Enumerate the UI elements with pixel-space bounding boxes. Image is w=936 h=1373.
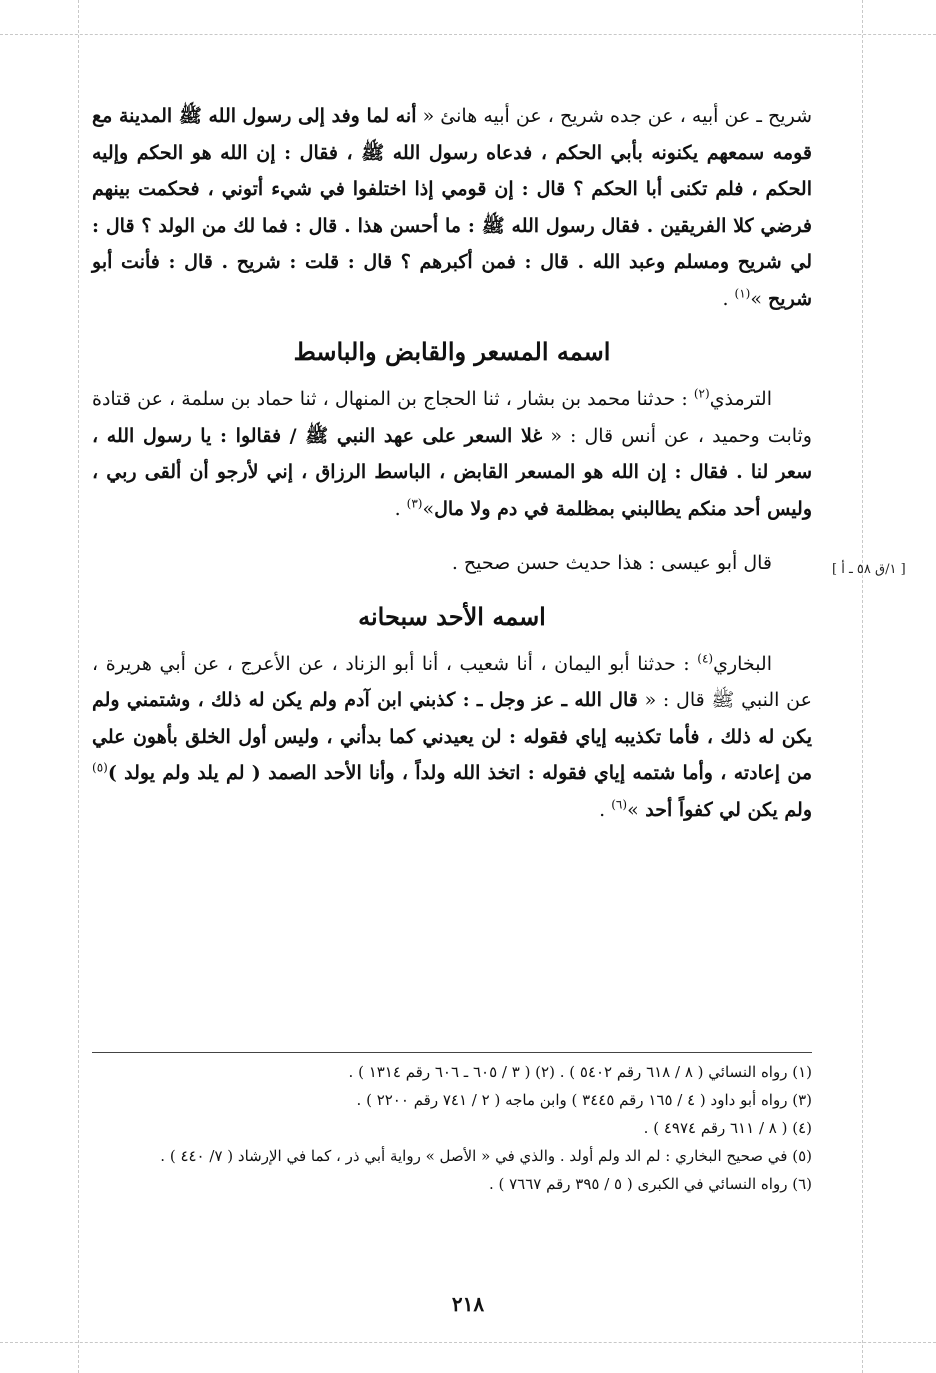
paragraph-end: . [722,287,735,310]
footnote-5: (٥) في صحيح البخاري : لم الد ولم أولد . والذي في « الأصل » رواية أبي ذر ، كما في الإرشاد ( ٧/ ٤٤٠ ) . [160,1147,812,1165]
quote-close: » [422,497,435,520]
isnad-text: : حدثنا محمد بن بشار ، ثنا الحجاج بن المنهال ، ثنا حماد بن سلمة ، عن قتادة وثابت وحميد ، عن أنس قال : « [92,388,812,447]
paragraph-end: . [394,497,407,520]
isnad-text: : حدثنا أبو اليمان ، أنا شعيب ، أنا أبو الزناد ، عن الأعرج ، عن أبي هريرة ، عن النبي ﷺ قال : « [92,652,812,711]
paragraph-end: . [599,798,612,821]
source-name: البخاري [713,652,772,675]
guide-line-bottom [0,1342,936,1343]
footnotes-section [92,1052,812,1198]
footnote-marker[interactable]: (١) [734,286,751,301]
footnote-3: (٣) رواه أبو داود ( ٤ / ١٦٥ رقم ٣٤٤٥ ) وابن ماجه ( ٢ / ٧٤١ رقم ٢٢٠٠ ) . [356,1091,812,1109]
footnote-4: (٤) ( ٨ / ٦١١ رقم ٤٩٧٤ ) . [643,1119,812,1137]
quote-close: » [627,798,639,821]
hadith-text: أنه لما وفد إلى رسول الله ﷺ المدينة مع قومه سمعهم يكنونه بأبي الحكم ، فدعاه رسول الله ﷺ ، فقال : إن الله هو الحكم وإليه الحكم ، فلم تكنى أبا الحكم ؟ قال : إن قومي إذا اختلفوا في شيء أتوني ، فحكمت بينهم فرضي كلا الفريقين . فقال رسول الله ﷺ : ما أحسن هذا . قال : فما لك من الولد ؟ قال : لي شريح ومسلم وعبد الله . قال : فمن أكبرهم ؟ قال : قلت : شريح . قال : فأنت أبو شريح [92,105,812,310]
section-heading-musaeir: اسمه المسعر والقابض والباسط [293,337,611,366]
footnote-marker[interactable]: (٢) [693,386,710,401]
footnote-marker[interactable]: (٤) [697,651,714,666]
footnote-marker[interactable]: (٣) [406,496,423,511]
hadith-text-continued: ولم يكن لي كفواً أحد [638,798,812,821]
page-number: ٢١٨ [451,1292,485,1316]
footnote-6: (٦) رواه النسائي في الكبرى ( ٥ / ٣٩٥ رقم ٧٦٦٧ ) . [488,1175,812,1193]
hadith-text: قال الله ـ عز وجل ـ : كذبني ابن آدم ولم يكن له ذلك ، وشتمني ولم يكن له ذلك ، فأما تكذيبه إياي فقوله : لن يعيدني كما بدأني ، وليس أول الخلق بأهون علي من إعادته ، وأما شتمه إياي فقوله : اتخذ الله ولداً ، وأنا الأحد الصمد ( لم يلد ولم يولد ) [92,689,812,784]
manuscript-folio-reference: [ ١/ق ٥٨ ـ أ ] [832,562,906,577]
guide-line-top [0,34,936,35]
quote-close: » [750,287,769,310]
section-heading-ahad: اسمه الأحد سبحانه [358,601,546,631]
source-name: الترمذي [709,388,772,410]
footnote-1: (١) رواه النسائي ( ٨ / ٦١٨ رقم ٥٤٠٢ ) . (٢) ( ٣ / ٦٠٥ ـ ٦٠٦ رقم ١٣١٤ ) . [348,1063,812,1081]
hadith-paragraph-2 [92,381,812,527]
paragraph-intro: شريح ـ عن أبيه ، عن جده شريح ، عن أبيه هانئ « [416,105,812,127]
footnote-marker[interactable]: (٦) [611,797,628,812]
guide-line-left [78,0,79,1373]
guide-line-right [862,0,863,1373]
tirmidhi-grading: قال أبو عيسى : هذا حديث حسن صحيح . [451,552,772,574]
footnote-divider [92,1052,812,1053]
footnote-marker[interactable]: (٥) [92,760,108,775]
page-body [92,98,812,828]
hadith-text: غلا السعر على عهد النبي ﷺ / فقالوا : يا رسول الله ، سعر لنا . فقال : إن الله هو المسعر القابض ، الباسط الرزاق ، إني لأرجو أن ألقى ربي ، وليس أحد منكم يطالبني بمظلمة في دم ولا مال [92,424,812,520]
hadith-paragraph-1 [92,98,812,317]
hadith-paragraph-3 [92,646,812,829]
